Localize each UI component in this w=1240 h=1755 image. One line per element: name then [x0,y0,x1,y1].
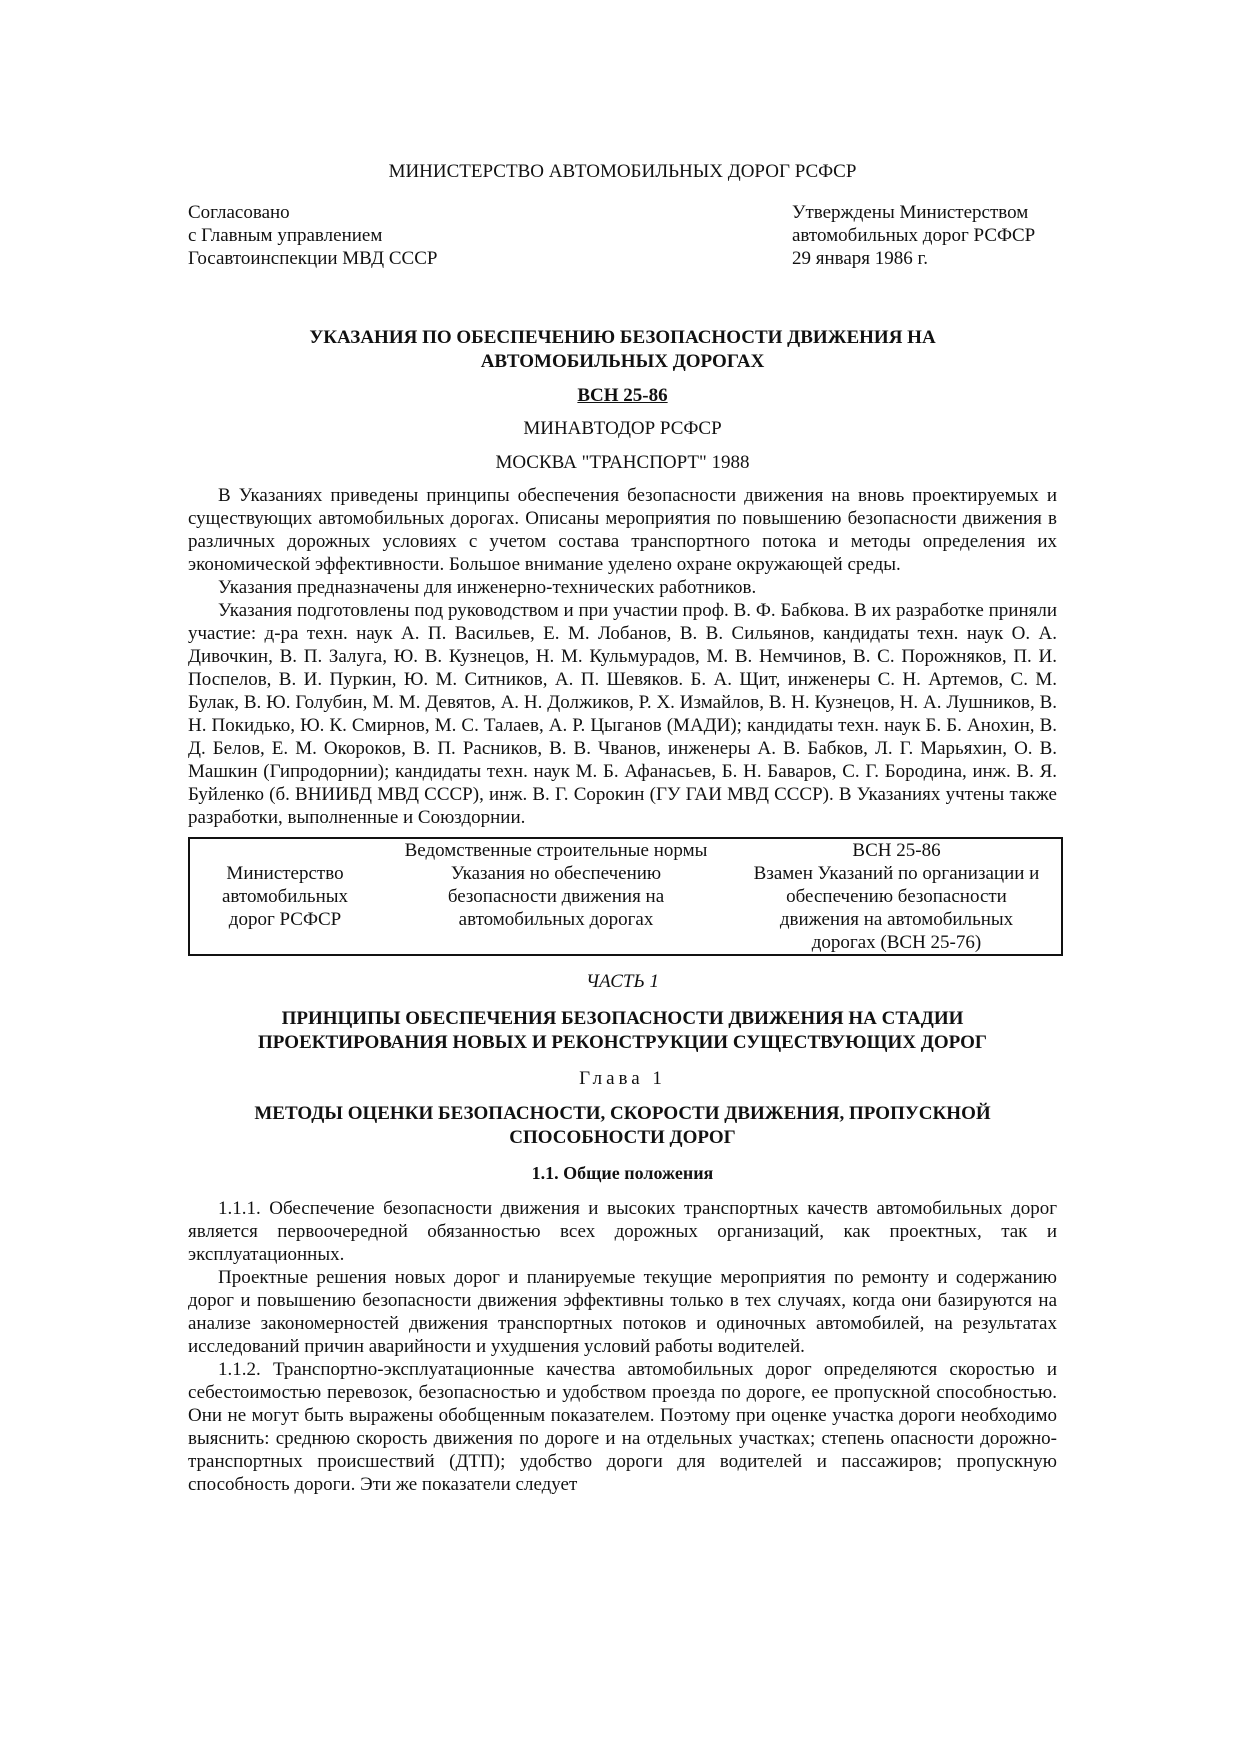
section-paragraph: Проектные решения новых дорог и планируемые текущие мероприятия по ремонту и содержанию дорог и повышению безопасности движения эффективны только в тех случаях, когда они базируются на анализе закономерностей движения транспортных потоков и одиночных автомобилей, на результатах исследований причин аварийности и ухудшения условий работы водителей. [188,1267,1057,1357]
publication-place: МОСКВА "ТРАНСПОРТ" 1988 [495,452,750,473]
chapter-label: Глава 1 [579,1068,666,1089]
document-title-line: АВТОМОБИЛЬНЫХ ДОРОГАХ [480,351,765,372]
ministry-line: Министерство [226,863,344,884]
ministry-heading: МИНИСТЕРСТВО АВТОМОБИЛЬНЫХ ДОРОГ РСФСР [388,161,857,182]
table-cell-code [732,838,1062,955]
document-code: ВСН 25-86 [577,385,668,406]
ministry-line: дорог РСФСР [228,909,342,930]
abstract [188,484,1057,829]
norms-line: Указания но обеспечению [450,863,662,884]
agreed-line: Госавтоинспекции МВД СССР [188,248,438,269]
abstract-paragraph: Указания предназначены для инженерно-технических работников. [218,577,757,598]
replacement-line: Взамен Указаний по организации и [753,863,1040,884]
agreed-block [188,201,437,270]
replacement-line: обеспечению безопасности [786,886,1007,907]
replacement-line: движения на автомобильных [779,909,1014,930]
approval-block [188,201,1057,270]
chapter-title-line: СПОСОБНОСТИ ДОРОГ [509,1127,736,1148]
approved-block [792,201,1057,270]
table-cell-ministry [189,838,380,955]
section-paragraph: 1.1.2. Транспортно-эксплуатационные качества автомобильных дорог определяются скоростью и себестоимостью перевозок, безопасностью и удобством проезда по дороге, ее пропускной способностью. Они не могут быть выражены обобщенным показателем. Поэтому при оценке участка дороги необходимо выяснить: среднюю скорость движения по дороге и на отдельных участках; степень опасности дорожно-транспортных происшествий (ДТП); удобство дороги для водителей и пассажиров; пропускную способность дороги. Эти же показатели следует [188,1359,1057,1495]
approved-line: автомобильных дорог РСФСР [792,225,1036,246]
agreed-line: с Главным управлением [188,225,383,246]
part-title-line: ПРОЕКТИРОВАНИЯ НОВЫХ И РЕКОНСТРУКЦИИ СУЩЕСТВУЮЩИХ ДОРОГ [258,1032,987,1053]
norms-table [188,837,1063,956]
norms-line: безопасности движения на [447,886,665,907]
part-label: ЧАСТЬ 1 [586,971,659,992]
section-title: 1.1. Общие положения [531,1163,714,1183]
document-content [188,160,1057,1496]
document-title-line: УКАЗАНИЯ ПО ОБЕСПЕЧЕНИЮ БЕЗОПАСНОСТИ ДВИЖЕНИЯ НА [309,327,936,348]
ministry-line: автомобильных [221,886,349,907]
replacement-line: дорогах (ВСН 25-76) [811,932,982,953]
section-body [188,1197,1057,1496]
part-title [188,1007,1057,1055]
table-row [189,838,1062,955]
code-header: ВСН 25-86 [852,840,941,861]
chapter-title-line: МЕТОДЫ ОЦЕНКИ БЕЗОПАСНОСТИ, СКОРОСТИ ДВИЖЕНИЯ, ПРОПУСКНОЙ [254,1103,991,1124]
document-title [188,326,1057,374]
agreed-line: Согласовано [188,202,290,223]
norms-line: автомобильных дорогах [458,909,654,930]
abstract-paragraph: Указания подготовлены под руководством и при участии проф. В. Ф. Бабкова. В их разработке приняли участие: д-ра техн. наук А. П. Васильев, Е. М. Лобанов, В. В. Сильянов, кандидаты техн. наук О. А. Дивочкин, В. П. Залуга, Ю. В. Кузнецов, Н. М. Кульмурадов, М. В. Немчинов, В. С. Порожняков, П. И. Поспелов, В. И. Пуркин, Ю. М. Ситников, А. П. Шевяков. Б. А. Щит, инженеры С. Н. Артемов, С. М. Булак, В. Ю. Голубин, М. М. Девятов, А. Н. Должиков, Р. Х. Измайлов, В. Н. Кузнецов, Н. А. Лушников, В. Н. Покидько, Ю. К. Смирнов, М. С. Талаев, А. Р. Цыганов (МАДИ); кандидаты техн. наук Б. Б. Анохин, В. Д. Белов, Е. М. Окороков, В. П. Расников, В. В. Чванов, инженеры А. В. Бабков, Л. Г. Марьяхин, О. В. Машкин (Гипродорнии); кандидаты техн. наук М. Б. Афанасьев, Б. Н. Баваров, С. Г. Бородина, инж. В. Я. Буйленко (б. ВНИИБД МВД СССР), инж. В. Г. Сорокин (ГУ ГАИ МВД СССР). В Указаниях учтены также разработки, выполненные и Союздорнии. [188,600,1057,828]
chapter-title [188,1102,1057,1150]
abstract-paragraph: В Указаниях приведены принципы обеспечения безопасности движения на вновь проектируемых и существующих автомобильных дорогах. Описаны мероприятия по повышению безопасности движения в различных дорожных условиях с учетом состава транспортного потока и методы определения их экономической эффективности. Большое внимание уделено охране окружающей среды. [188,485,1057,575]
publisher: МИНАВТОДОР РСФСР [523,418,722,439]
norms-header: Ведомственные строительные нормы [404,840,708,861]
table-cell-norms [380,838,732,955]
approved-line: 29 января 1986 г. [792,248,928,269]
approved-line: Утверждены Министерством [792,202,1029,223]
part-title-line: ПРИНЦИПЫ ОБЕСПЕЧЕНИЯ БЕЗОПАСНОСТИ ДВИЖЕНИЯ НА СТАДИИ [281,1008,964,1029]
section-paragraph: 1.1.1. Обеспечение безопасности движения и высоких транспортных качеств автомобильных дорог является первоочередной обязанностью всех дорожных организаций, как проектных, так и эксплуатационных. [188,1198,1057,1265]
